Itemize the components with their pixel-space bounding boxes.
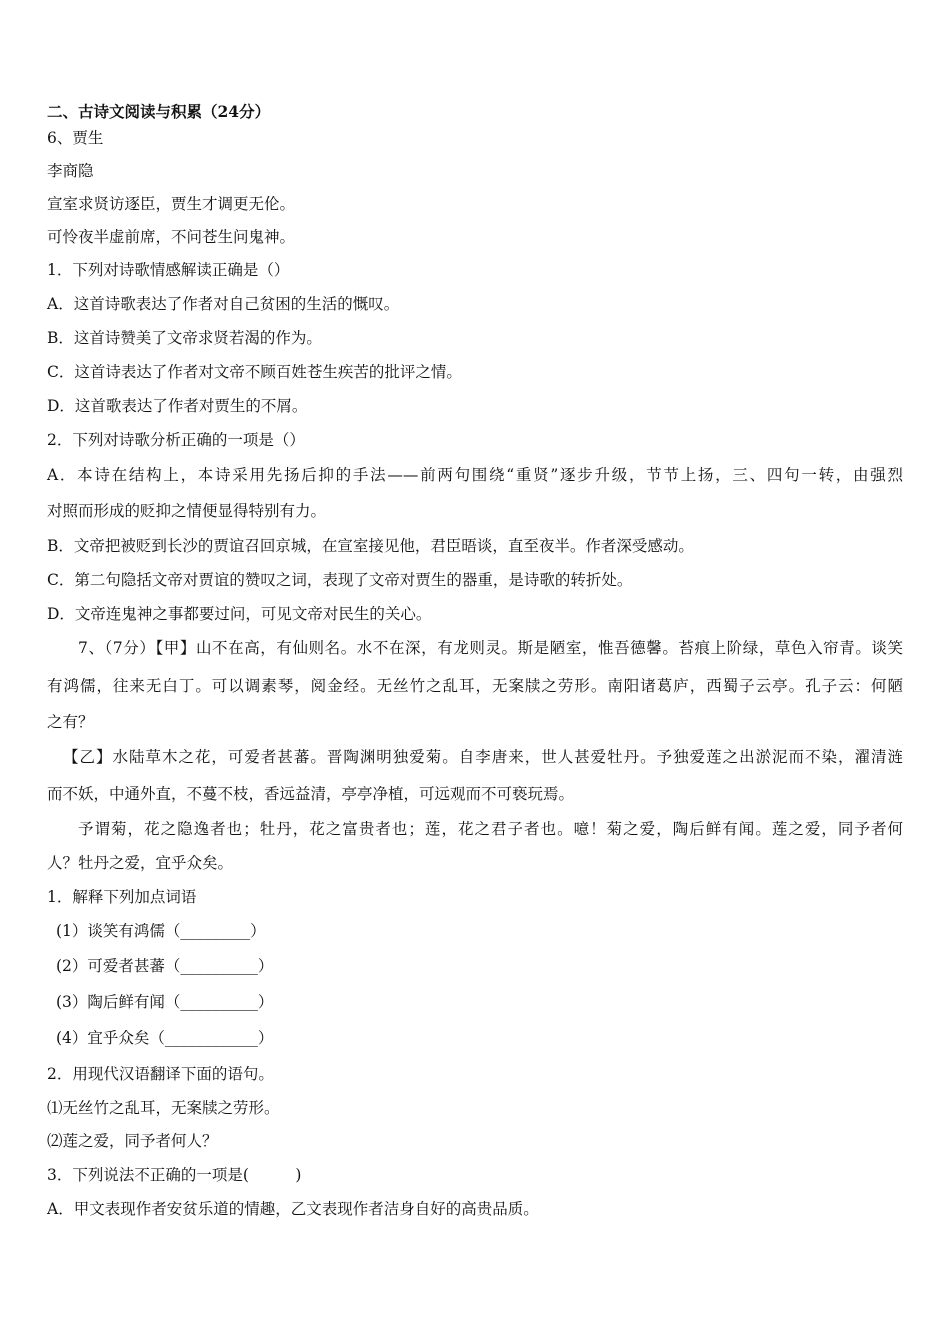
q7-jia-line1: 7、（7分）【甲】山不在高，有仙则名。水不在深，有龙则灵。斯是陋室，惟吾德馨。苔痕上阶绿，草色入帘青。谈笑 — [78, 639, 903, 657]
q7-yi-line4: 人？牡丹之爱，宜乎众矣。 — [47, 854, 234, 872]
q6-2-option-d: D．文帝连鬼神之事都要过问，可见文帝对民生的关心。 — [47, 605, 432, 623]
q6-1-option-a: A．这首诗歌表达了作者对自己贫困的生活的慨叹。 — [47, 295, 400, 313]
q7-jia-line3: 之有？ — [47, 713, 94, 731]
q7-1-item-1: (1）谈笑有鸿儒（_________） — [56, 922, 266, 940]
q7-yi-line1: 【乙】水陆草木之花，可爱者甚蕃。晋陶渊明独爱菊。自李唐来，世人甚爱牡丹。予独爱莲之出淤泥而不染，濯清涟 — [63, 748, 903, 766]
q7-yi-line3: 予谓菊，花之隐逸者也；牡丹，花之富贵者也；莲，花之君子者也。噫！菊之爱，陶后鲜有闻。莲之爱，同予者何 — [78, 820, 903, 838]
q6-2-stem: 2．下列对诗歌分析正确的一项是（） — [47, 431, 305, 449]
poem-line-2: 可怜夜半虚前席，不问苍生问鬼神。 — [47, 228, 296, 246]
q6-2-option-a-line2: 对照而形成的贬抑之情便显得特别有力。 — [47, 502, 327, 520]
q7-2-stem: 2．用现代汉语翻译下面的语句。 — [47, 1065, 274, 1083]
q6-2-option-c: C．第二句隐括文帝对贾谊的赞叹之词，表现了文帝对贾生的器重，是诗歌的转折处。 — [47, 571, 633, 589]
q7-yi-line2: 而不妖，中通外直，不蔓不枝，香远益清，亭亭净植，可远观而不可亵玩焉。 — [47, 785, 575, 803]
q7-2-item-2: ⑵莲之爱，同予者何人？ — [47, 1132, 218, 1150]
section-title: 二、古诗文阅读与积累（24分） — [47, 102, 271, 121]
q7-1-stem: 1．解释下列加点词语 — [47, 888, 197, 906]
q7-1-item-3: (3）陶后鲜有闻（__________） — [56, 993, 274, 1011]
q6-2-option-a-line1: A．本诗在结构上，本诗采用先扬后抑的手法——前两句围绕“重贤”逐步升级，节节上扬，三、四句一转，由强烈 — [47, 466, 903, 484]
q7-1-item-4: (4）宜乎众矣（____________） — [56, 1029, 274, 1047]
q6-1-option-d: D．这首歌表达了作者对贾生的不屑。 — [47, 397, 308, 415]
poem-line-1: 宣室求贤访逐臣，贾生才调更无伦。 — [47, 195, 296, 213]
q6-heading: 6、贾生 — [47, 129, 104, 147]
q7-2-item-1: ⑴无丝竹之乱耳，无案牍之劳形。 — [47, 1099, 280, 1117]
q6-1-option-b: B．这首诗赞美了文帝求贤若渴的作为。 — [47, 329, 322, 347]
poem-author: 李商隐 — [47, 162, 94, 180]
q6-2-option-b: B．文帝把被贬到长沙的贾谊召回京城，在宣室接见他，君臣晤谈，直至夜半。作者深受感动。 — [47, 537, 694, 555]
q7-jia-line2: 有鸿儒，往来无白丁。可以调素琴，阅金经。无丝竹之乱耳，无案牍之劳形。南阳诸葛庐，西蜀子云亭。孔子云：何陋 — [47, 677, 903, 695]
q6-1-option-c: C．这首诗表达了作者对文帝不顾百姓苍生疾苦的批评之情。 — [47, 363, 462, 381]
q7-1-item-2: (2）可爱者甚蕃（__________） — [56, 957, 274, 975]
q7-3-stem: 3．下列说法不正确的一项是( ) — [47, 1166, 302, 1184]
q7-3-option-a: A．甲文表现作者安贫乐道的情趣，乙文表现作者洁身自好的高贵品质。 — [47, 1200, 539, 1218]
q6-1-stem: 1．下列对诗歌情感解读正确是（） — [47, 261, 290, 279]
